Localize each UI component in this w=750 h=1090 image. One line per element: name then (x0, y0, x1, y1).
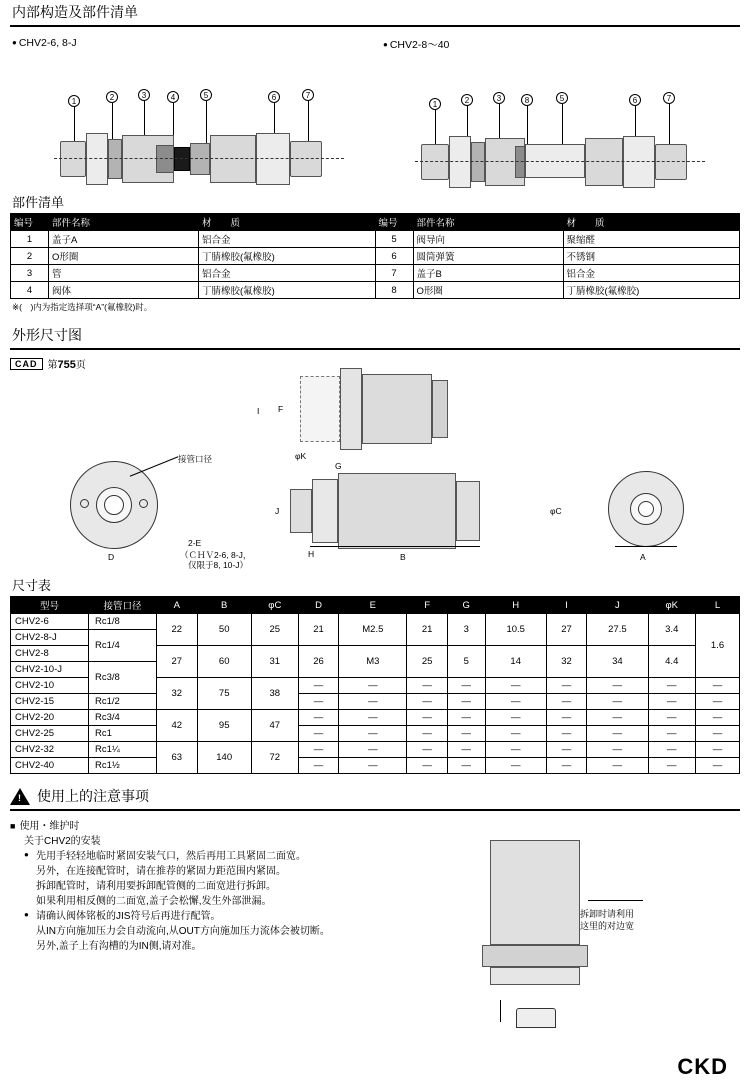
cell: 不锈钢 (563, 248, 740, 265)
caution-item-text: 先用手轻轻地临时紧固安装气口，然后再用工具紧固二面宽。 (36, 851, 306, 862)
callout-r-6: 6 (629, 94, 641, 106)
cell: — (298, 742, 339, 758)
cell: 31 (251, 646, 298, 678)
parts-th-mat-1: 材 质 (199, 214, 376, 231)
cell: 47 (251, 710, 298, 742)
dim-th-h: H (485, 597, 546, 614)
cell: — (546, 758, 587, 774)
dimension-table (10, 596, 740, 774)
cell-port: Rc1 (89, 726, 157, 742)
cell: 21 (298, 614, 339, 646)
dim-th-b: B (197, 597, 251, 614)
cell-model: CHV2-6 (11, 614, 89, 630)
cell: — (339, 758, 407, 774)
cell: — (696, 726, 740, 742)
cell: 6 (375, 248, 413, 265)
dim-th-phic: φC (251, 597, 298, 614)
cell: 铝合金 (199, 265, 376, 282)
cell: — (339, 678, 407, 694)
cell-model: CHV2-8-J (11, 630, 89, 646)
dim-th-port: 接管口径 (89, 597, 157, 614)
cell-port: Rc1/2 (89, 694, 157, 710)
cad-icon: CAD (10, 358, 43, 370)
cell: 2 (11, 248, 49, 265)
brand-logo: CKD (677, 1054, 728, 1079)
cell: — (648, 678, 696, 694)
cell: 管 (49, 265, 199, 282)
callout-2: 2 (106, 91, 118, 103)
cell: — (298, 726, 339, 742)
parts-th-mat-2: 材 质 (563, 214, 740, 231)
cell: — (485, 742, 546, 758)
cell: 圆筒弹簧 (413, 248, 563, 265)
cell: 4.4 (648, 646, 696, 678)
cell: 铝合金 (199, 231, 376, 248)
cell: — (546, 678, 587, 694)
cell: — (587, 726, 648, 742)
cell: 95 (197, 710, 251, 742)
bottom-figure (430, 840, 690, 1030)
dim-th-i: I (546, 597, 587, 614)
cell: — (587, 694, 648, 710)
callout-1: 1 (68, 95, 80, 107)
table-row (11, 742, 740, 758)
callout-3: 3 (138, 89, 150, 101)
cell: 3.4 (648, 614, 696, 646)
cell: 32 (546, 646, 587, 678)
cell: — (485, 710, 546, 726)
table-row (11, 758, 740, 774)
dim-label-f: F (278, 404, 284, 414)
cell: — (696, 742, 740, 758)
caution-line: 另外，在连接配管时，请在推荐的紧固力距范围内紧固。 (36, 866, 286, 877)
cell: — (546, 710, 587, 726)
table-row (11, 231, 740, 248)
bottom-figure-note-line2: 这里的对边宽 (580, 921, 635, 932)
cell: 75 (197, 678, 251, 710)
section-title-internal: 内部构造及部件清单 (10, 0, 740, 27)
cell: — (485, 758, 546, 774)
callout-r-5: 5 (556, 92, 568, 104)
cell: — (546, 742, 587, 758)
parts-table-header-row (11, 214, 740, 231)
cell-model: CHV2-20 (11, 710, 89, 726)
cell: 60 (197, 646, 251, 678)
table-row (11, 710, 740, 726)
callout-r-2: 2 (461, 94, 473, 106)
cell: 聚缩醛 (563, 231, 740, 248)
dim-label-phic: φC (550, 506, 562, 516)
cell: — (648, 694, 696, 710)
callout-6: 6 (268, 91, 280, 103)
caution-sub-1: 关于CHV2的安装 (24, 836, 101, 847)
callout-r-8: 8 (521, 94, 533, 106)
cell: — (339, 694, 407, 710)
cell-port: Rc3/4 (89, 710, 157, 726)
warning-triangle-icon (10, 788, 30, 805)
cell: — (546, 726, 587, 742)
cell-model: CHV2-15 (11, 694, 89, 710)
cell: 14 (485, 646, 546, 678)
cell: 盖子B (413, 265, 563, 282)
cell: 5 (447, 646, 485, 678)
top-elevation-view (260, 366, 450, 452)
cell: 4 (11, 282, 49, 299)
cell: — (298, 758, 339, 774)
cell: — (407, 678, 448, 694)
table-row (11, 614, 740, 630)
cell: 63 (157, 742, 198, 774)
caution-header (10, 786, 740, 811)
dim-label-h: H (308, 549, 315, 559)
cell: 丁腈橡胶(氟橡胶) (563, 282, 740, 299)
cell: 丁腈橡胶(氟橡胶) (199, 282, 376, 299)
parts-table-note: ※( )内为指定选择项“A”(氟橡胶)时。 (12, 302, 153, 312)
cell: 21 (407, 614, 448, 646)
cell: 10.5 (485, 614, 546, 646)
cell: — (648, 726, 696, 742)
cell: 阀体 (49, 282, 199, 299)
callout-4: 4 (167, 91, 179, 103)
cell: — (339, 710, 407, 726)
dim-th-d: D (298, 597, 339, 614)
cell: 3 (11, 265, 49, 282)
caution-item-text: 请确认阀体铭板的JIS符号后再进行配管。 (36, 911, 221, 922)
section-title-parts: 部件清单 (12, 195, 65, 210)
cell: — (485, 726, 546, 742)
dim-table-header-row (11, 597, 740, 614)
dim-label-g: G (335, 461, 342, 471)
cell: — (587, 710, 648, 726)
diagram-left-drawing (10, 53, 369, 183)
diagram-right-label: ● CHV2-8～40 (383, 37, 740, 52)
cell: — (696, 758, 740, 774)
cell: — (339, 742, 407, 758)
cell: — (447, 726, 485, 742)
cell-model: CHV2-8 (11, 646, 89, 662)
cell: — (696, 710, 740, 726)
cell: 32 (157, 678, 198, 710)
cell: — (298, 710, 339, 726)
cell: 丁腈橡胶(氟橡胶) (199, 248, 376, 265)
cell: — (696, 678, 740, 694)
main-elevation-view (290, 471, 505, 551)
cell: 7 (375, 265, 413, 282)
cell: 阀导向 (413, 231, 563, 248)
table-row (11, 265, 740, 282)
callout-7: 7 (302, 89, 314, 101)
cell: — (447, 758, 485, 774)
internal-diagrams (10, 31, 740, 186)
parts-th-name-1: 部件名称 (49, 214, 199, 231)
cell: — (298, 694, 339, 710)
caution-head-1: ■ 使用・维护时 (10, 819, 740, 834)
dim-th-j: J (587, 597, 648, 614)
cell: — (587, 758, 648, 774)
table-row (11, 248, 740, 265)
cell: 26 (298, 646, 339, 678)
cell: — (407, 694, 448, 710)
callout-5: 5 (200, 89, 212, 101)
cell: M2.5 (339, 614, 407, 646)
cell: — (447, 742, 485, 758)
cell: 铝合金 (563, 265, 740, 282)
callout-r-1: 1 (429, 98, 441, 110)
parts-table (10, 213, 740, 299)
diagram-right-drawing (381, 56, 740, 186)
dim-label-j: J (275, 506, 280, 516)
dim-label-b: B (400, 552, 406, 562)
cell-port: Rc3/8 (89, 662, 157, 694)
diagram-left-label: ● CHV2-6, 8-J (12, 37, 369, 49)
cell-model: CHV2-10 (11, 678, 89, 694)
cell: — (407, 726, 448, 742)
cell: — (648, 742, 696, 758)
dim-label-i-top: I (257, 406, 260, 416)
cell: 34 (587, 646, 648, 678)
cell: O形圈 (413, 282, 563, 299)
section-title-outline: 外形尺寸图 (10, 323, 740, 350)
cell: — (407, 758, 448, 774)
dim-th-g: G (447, 597, 485, 614)
dim-note-2e-2: 仅限于8, 10-J） (188, 560, 248, 570)
section-title-dim-table: 尺寸表 (12, 578, 52, 593)
cell: 25 (407, 646, 448, 678)
outline-drawing-area (10, 356, 740, 571)
cell-model: CHV2-40 (11, 758, 89, 774)
cell-model: CHV2-25 (11, 726, 89, 742)
cell: — (485, 678, 546, 694)
cell: 27.5 (587, 614, 648, 646)
dim-th-phik: φK (648, 597, 696, 614)
cell: M3 (339, 646, 407, 678)
cell-model: CHV2-32 (11, 742, 89, 758)
bottom-figure-note (580, 908, 680, 932)
cell-model: CHV2-10-J (11, 662, 89, 678)
cell: — (648, 758, 696, 774)
cell: 盖子A (49, 231, 199, 248)
dim-label-d: D (108, 552, 115, 562)
cad-page-label: 第755页 (47, 359, 86, 371)
parts-th-name-2: 部件名称 (413, 214, 563, 231)
dim-label-a: A (640, 552, 646, 562)
cell: 38 (251, 678, 298, 710)
cell: — (298, 678, 339, 694)
cell: — (407, 710, 448, 726)
cell: 1 (11, 231, 49, 248)
table-row (11, 726, 740, 742)
cell: 27 (157, 646, 198, 678)
cell: 5 (375, 231, 413, 248)
cell: — (447, 694, 485, 710)
cell: 50 (197, 614, 251, 646)
cell: 22 (157, 614, 198, 646)
caution-line: 如果利用相反侧的二面宽,盖子会松懈,发生外部泄漏。 (36, 896, 272, 907)
cell: — (696, 694, 740, 710)
dim-label-2e: 2-E (188, 538, 202, 548)
bottom-figure-note-line1: 拆卸时请利用 (580, 909, 635, 919)
cell: — (447, 678, 485, 694)
cell-port: Rc1½ (89, 758, 157, 774)
cell-port: Rc1/8 (89, 614, 157, 630)
cell: 140 (197, 742, 251, 774)
cell: 8 (375, 282, 413, 299)
cell: — (648, 710, 696, 726)
cell: — (587, 678, 648, 694)
callout-r-7: 7 (663, 92, 675, 104)
cell: — (546, 694, 587, 710)
cell: — (447, 710, 485, 726)
cell: — (407, 742, 448, 758)
dim-th-a: A (157, 597, 198, 614)
dim-label-phik: φK (295, 451, 307, 461)
table-row (11, 694, 740, 710)
cell-l: 1.6 (696, 614, 740, 678)
cell: O形圈 (49, 248, 199, 265)
parts-th-no-2: 编号 (375, 214, 413, 231)
parts-th-no-1: 编号 (11, 214, 49, 231)
cell: — (485, 694, 546, 710)
caution-title: 使用上的注意事项 (37, 788, 149, 804)
dim-th-l: L (696, 597, 740, 614)
cell-port: Rc1¼ (89, 742, 157, 758)
diagram-right (381, 31, 740, 186)
cell: 25 (251, 614, 298, 646)
cell: 42 (157, 710, 198, 742)
caution-line: 从IN方向施加压力会自动流向,从OUT方向施加压力流体会被切断。 (36, 926, 330, 937)
cell-port: Rc1/4 (89, 630, 157, 662)
callout-r-3: 3 (493, 92, 505, 104)
cell: — (587, 742, 648, 758)
dim-th-f: F (407, 597, 448, 614)
dim-note-2e-1: （ＣＨＶ2-6, 8-J， (180, 550, 252, 560)
cell: 3 (447, 614, 485, 646)
cell: 72 (251, 742, 298, 774)
caution-line: 另外,盖子上有沟槽的为IN侧,请对准。 (36, 941, 202, 952)
caution-line: 拆卸配管时，请利用要拆卸配管侧的二面宽进行拆卸。 (36, 881, 276, 892)
cell: — (339, 726, 407, 742)
dim-th-e: E (339, 597, 407, 614)
dim-label-port-dia: 接管口径 (178, 454, 213, 464)
table-row (11, 282, 740, 299)
dim-th-model: 型号 (11, 597, 89, 614)
diagram-left (10, 31, 369, 186)
cell: 27 (546, 614, 587, 646)
